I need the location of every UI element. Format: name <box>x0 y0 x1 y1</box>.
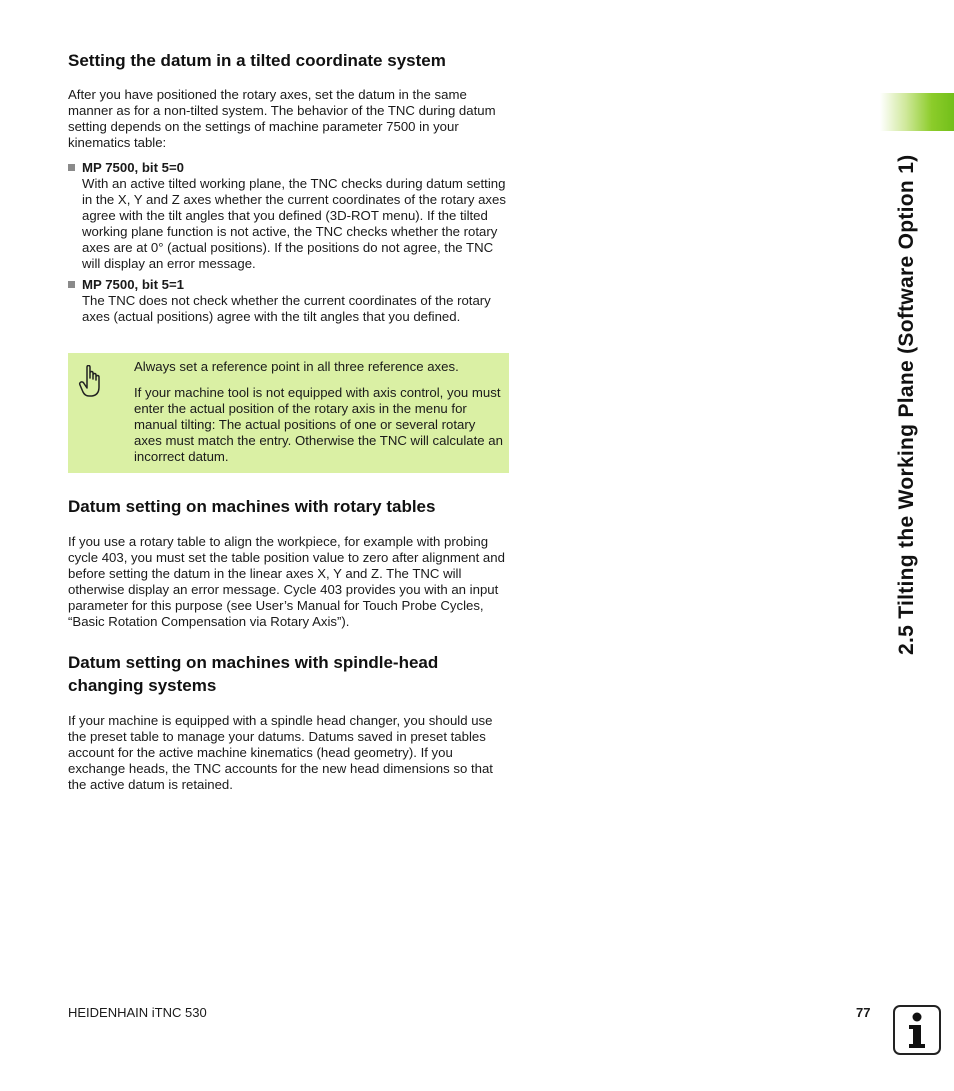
note-text: If your machine tool is not equipped with axis control, you must enter the actual position of the rotary axis in the menu for manual tilting: The actual positions of one or several rotary axes must match the entry. Otherwise the TNC will calculate an incorrect datum. <box>134 385 503 464</box>
chapter-side-title: 2.5 Tilting the Working Plane (Software Option 1) <box>895 154 918 655</box>
section-heading-rotary-tables: Datum setting on machines with rotary tables <box>68 497 436 516</box>
page-number: 77 <box>856 1005 871 1020</box>
body-paragraph: If you use a rotary table to align the workpiece, for example with probing cycle 403, you must set the table position value to zero after alignment and before setting the datum in the linear axes X, Y and Z. The TNC will otherwise display an error message. Cycle 403 provides you with an input parameter for this purpose (see User’s Manual for Touch Probe Cycles, “Basic Rotation Compensation via Rotary Axis”). <box>68 534 505 629</box>
body-paragraph: If your machine is equipped with a spindle head changer, you should use the preset table to manage your datums. Datums saved in preset tables account for the active machine kinematics (head geometry). If you exchange heads, the TNC accounts for the new head dimensions so that the active datum is retained. <box>68 713 493 792</box>
footer-product: HEIDENHAIN iTNC 530 <box>68 1005 207 1020</box>
list-item-title: MP 7500, bit 5=0 <box>82 160 185 175</box>
note-box <box>68 353 509 473</box>
bullet-square-icon <box>68 164 75 171</box>
info-icon[interactable] <box>893 1005 941 1055</box>
body-paragraph: After you have positioned the rotary axes, set the datum in the same manner as for a non-tilted system. The behavior of the TNC during datum setting depends on the settings of machine parameter 7500 in your kinematics table: <box>68 87 496 150</box>
section-heading-spindle-head: Datum setting on machines with spindle-head changing systems <box>68 653 439 695</box>
list-item-title: MP 7500, bit 5=1 <box>82 277 185 292</box>
bullet-square-icon <box>68 281 75 288</box>
list-item-text: The TNC does not check whether the current coordinates of the rotary axes (actual positions) agree with the tilt angles that you defined. <box>82 293 491 324</box>
note-text: Always set a reference point in all three reference axes. <box>134 359 459 374</box>
section-heading-tilted-datum: Setting the datum in a tilted coordinate system <box>68 51 446 70</box>
list-item-text: With an active tilted working plane, the TNC checks during datum setting in the X, Y and Z axes whether the current coordinates of the rotary axes agree with the tilt angles that you defined (3D-ROT menu). If the tilted working plane function is not active, the TNC checks whether the rotary axes are at 0° (actual positions). If the positions do not agree, the TNC will display an error message. <box>82 176 506 271</box>
pointing-hand-icon <box>78 365 102 399</box>
info-glyph-icon <box>895 1007 939 1053</box>
